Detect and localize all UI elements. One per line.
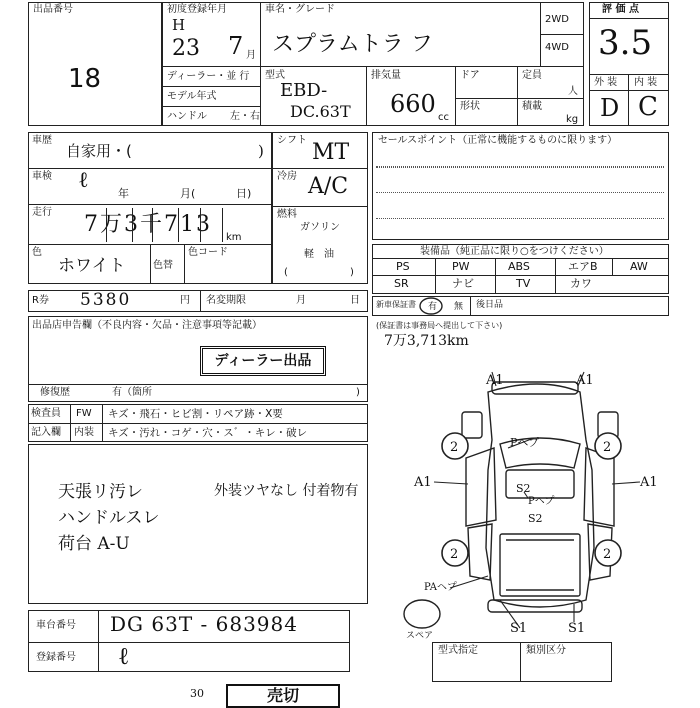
deadline-label: 名変期限 [206,295,246,306]
equip-sr: SR [394,277,409,290]
car-name-label: 車名・グレード [265,4,335,15]
dealer-stamp: ディーラー出品 [200,346,326,376]
mark-a1-front-left: A1 [486,373,504,388]
drive-4wd: 4WD [545,42,569,53]
declaration-label: 出品店申告欄（不良内容・欠品・注意事項等記載） [32,320,262,331]
recycle-label: R券 [32,295,49,306]
aircon-value: A/C [308,174,349,199]
registration-label: 初度登録年月 [167,4,227,15]
repair-close: ) [356,387,360,398]
fw-items: キズ・飛石・ヒビ割・リペア跡・X要 [108,408,283,420]
fuel-gasoline: ガソリン [300,222,340,233]
capacity-unit: 人 [568,86,578,97]
recycle-unit: 円 [180,295,190,306]
equip-navi: ナビ [452,277,474,290]
truck-bed [500,534,580,596]
load-unit: kg [566,114,579,125]
color-value: ホワイト [58,256,126,276]
capacity-label: 定員 [522,70,542,81]
equip-airbag: エアB [568,260,598,273]
mark-tire-rl: 2 [450,547,459,562]
mark-s2-roof: S2 [516,482,531,495]
interior-label: 内 装 [634,77,658,88]
chassis-label: 車台番号 [36,620,76,631]
shift-value: MT [312,140,350,165]
interior-grade: C [638,92,658,122]
model-code-label: 型式 [265,70,285,81]
note-line-4: 外装ツヤなし 付着物有 [214,483,359,499]
later-items-label: 後日品 [476,300,504,310]
door-label: ドア [460,70,480,81]
footer-mark: 30 [190,687,204,700]
mark-tire-rr: 2 [603,547,612,562]
rating-value: 3.5 [598,23,653,63]
fuel-paren-close: ) [350,267,354,278]
dealer-import-label: ディーラー・並 行 [167,71,250,82]
mark-s2-cab: S2 [528,512,543,525]
sold-stamp: 売切 [226,684,340,708]
model-year-label: モデル年式 [167,91,217,102]
displacement-value: 660 [390,90,436,118]
model-code-line1: EBD- [280,80,328,101]
warranty-yes: 有 [428,302,438,312]
left-door [466,448,496,526]
mileage-value: 7万3千713 [84,212,212,237]
car-name-value: スプラムトラ フ [272,32,433,57]
lot-label: 出品番号 [33,4,73,15]
registration-era: H [172,16,186,34]
color-change-label: 色替 [153,260,173,271]
mileage-label: 走行 [32,207,52,218]
model-code-line2: DC.63T [290,102,351,121]
deadline-day: 日 [350,295,360,306]
mark-a1-left: A1 [414,475,432,490]
drive-2wd: 2WD [545,14,569,25]
spare-tire-icon [404,600,440,628]
color-code-label: 色コード [188,247,228,258]
exterior-label: 外 装 [594,77,618,88]
mark-s1-rear-left: S1 [510,621,528,636]
note-line-2: ハンドルスレ [58,508,160,528]
inspection-day: 日) [236,187,252,200]
mark-tire-fr: 2 [603,440,612,455]
registration-month-unit: 月 [246,50,256,61]
handle-options: 左・右 [230,111,260,122]
warranty-yes-circle [420,298,442,314]
recycle-value: 5380 [80,290,132,310]
mark-dent-roof: Pヘプ [528,496,555,507]
interior-inspect-items: キズ・汚れ・コゲ・穴・ス゛・キレ・破レ [108,427,308,439]
plate-value: ℓ [118,642,130,670]
exterior-grade: D [600,94,620,122]
odometer-handwritten: 7万3,713km [384,333,469,349]
inspection-value: ℓ [78,168,89,193]
history-value: 自家用・( [66,142,132,160]
note-line-1: 天張リ汚レ [58,482,143,502]
mark-a1-front-right: A1 [576,373,594,388]
mark-s1-rear-right: S1 [568,621,586,636]
equip-tv: TV [516,277,531,290]
spare-label: スペア [406,631,434,641]
inspector-label-1: 検査員 [31,408,61,419]
repair-value: 有（箇所 [112,387,152,398]
warranty-label: 新車保証書 [376,300,416,309]
mileage-unit: km [226,232,242,243]
history-close: ) [258,142,264,160]
registration-month: 7 [228,32,244,60]
fuel-diesel: 軽 油 [304,249,334,260]
fuel-paren-open: ( [284,267,288,278]
left-mirror [462,412,482,438]
displacement-label: 排気量 [371,70,401,81]
mark-dent-hood: Pヘプ [510,436,540,449]
handle-label: ハンドル [167,111,207,122]
deadline-month: 月 [296,295,306,306]
warranty-no: 無 [454,302,464,312]
mark-a1-right: A1 [640,475,658,490]
equip-pw: PW [452,260,470,273]
note-line-3: 荷台 A-U [58,534,130,554]
shape-label: 形状 [460,101,480,112]
warranty-note: (保証書は事務局へ提出して下さい) [376,321,503,330]
inspector-label-2: 記入欄 [31,427,61,438]
mark-tire-fl: 2 [450,440,459,455]
equip-ps: PS [396,260,410,273]
fuel-label: 燃料 [277,209,297,220]
inspection-label: 車検 [32,171,52,182]
inspection-year: 年 [118,187,129,200]
lot-value: 18 [68,64,102,94]
repair-label: 修復歴 [40,387,70,398]
displacement-unit: cc [438,112,449,123]
equip-leather: カワ [570,277,592,290]
load-label: 積載 [522,101,542,112]
equip-aw: AW [630,260,648,273]
equip-abs: ABS [508,260,530,273]
equipment-label: 装備品（純正品に限り○をつけください） [420,246,609,257]
mark-dent-rear: PAヘプ [424,582,457,593]
sales-point-label: セールスポイント（正常に機能するものに限ります） [378,135,618,146]
fw-label: FW [76,408,92,419]
color-label: 色 [32,247,42,258]
plate-label: 登録番号 [36,652,76,663]
category-label: 類別区分 [526,645,566,656]
shift-label: シフト [277,135,307,146]
designation-label: 型式指定 [438,645,478,656]
aircon-label: 冷房 [277,171,297,182]
history-label: 車歴 [32,135,52,146]
chassis-value: DG 63T - 683984 [110,612,298,636]
inspection-month: 月( [180,187,196,200]
rating-label: 評 価 点 [602,4,639,15]
registration-year: 23 [172,36,200,61]
interior-inspect-label: 内装 [74,427,94,438]
